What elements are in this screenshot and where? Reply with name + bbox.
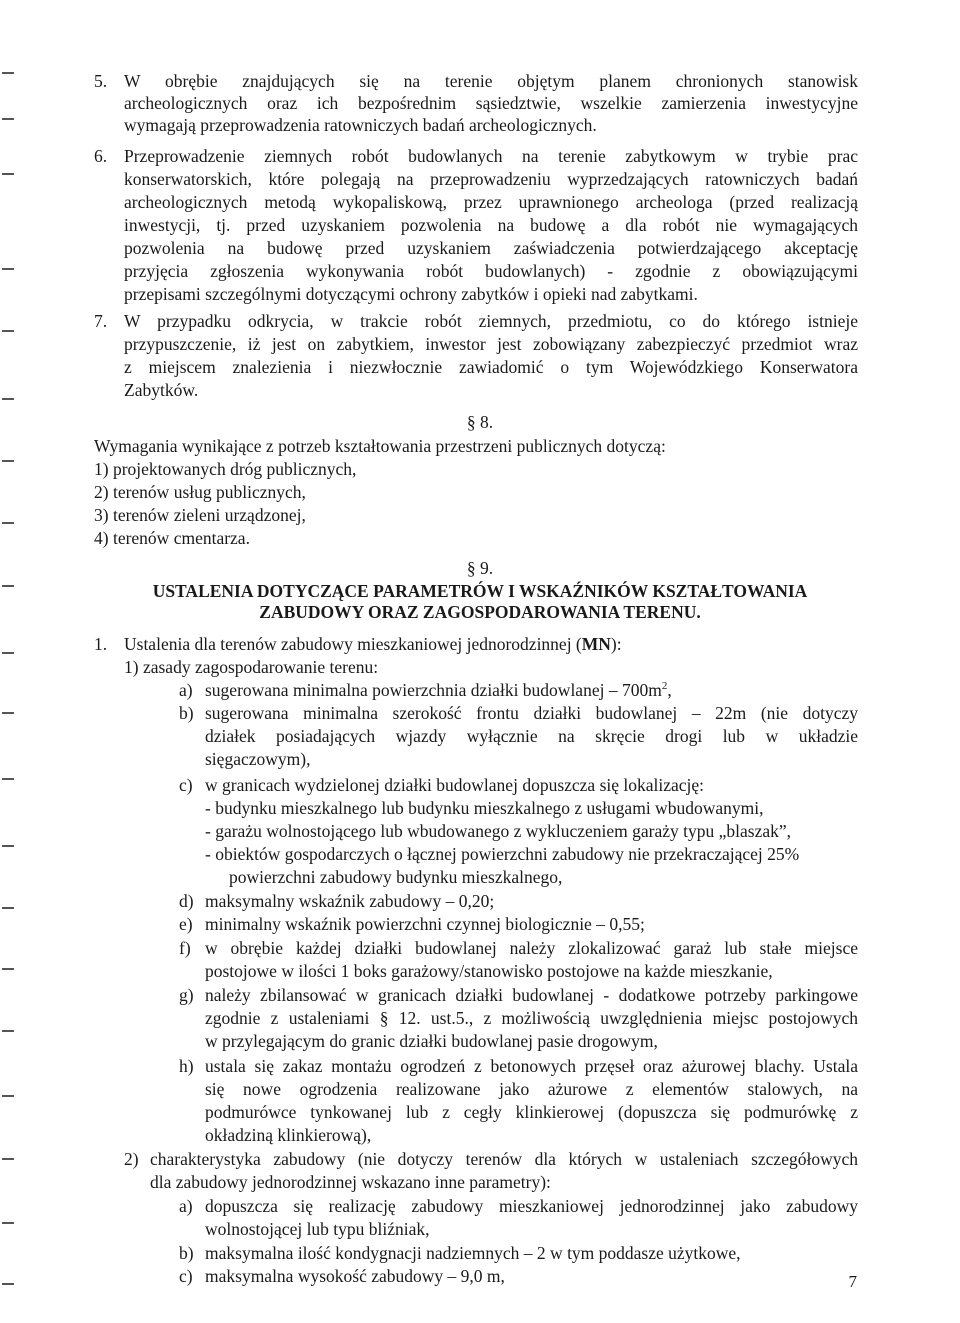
item-number: 1. xyxy=(94,634,108,654)
text-line: podmurówce tynkowanej lub z cegły klinkierowej (dopuszcza się podmurówkę z xyxy=(205,1102,858,1122)
text-line: wolnostojącej lub typu bliźniak, xyxy=(205,1219,430,1239)
section-intro: Wymagania wynikające z potrzeb kształtowania przestrzeni publicznych dotyczą: xyxy=(94,436,666,456)
item-label: c) xyxy=(179,1266,193,1286)
text-line: charakterystyka zabudowy (nie dotyczy terenów dla których w ustaleniach szczegółowych xyxy=(150,1149,858,1169)
scan-edge-mark xyxy=(2,778,14,780)
text-line: konserwatorskich, które polegają na przeprowadzeniu wyprzedzających ratowniczych badań xyxy=(124,169,858,189)
text-line: się nowe ogrodzenia realizowane jako ażurowe z elementów stalowych, na xyxy=(205,1079,858,1099)
scan-edge-mark xyxy=(2,712,14,714)
scan-edge-mark xyxy=(2,968,14,970)
text-line: w przylegającym do granic działki budowlanej pasie drogowym, xyxy=(205,1031,658,1051)
text-line: zgodnie z ustaleniami § 12. ust.5., z możliwością uwzględnienia miejsc postojowych xyxy=(205,1008,858,1028)
item-label: a) xyxy=(179,1196,193,1216)
scan-edge-mark xyxy=(2,845,14,847)
text-line: należy zbilansować w granicach działki budowlanej - dodatkowe potrzeby parkingowe xyxy=(205,985,858,1005)
item-label: b) xyxy=(179,1243,194,1263)
text-line: wymagają przeprowadzenia ratowniczych badań archeologicznych. xyxy=(124,115,597,135)
section-title: ZABUDOWY ORAZ ZAGOSPODAROWANIA TERENU. xyxy=(259,602,701,622)
text-line xyxy=(124,633,622,656)
text-span: sugerowana minimalna powierzchnia działki budowlanej – 700m xyxy=(205,680,662,700)
scan-edge-mark xyxy=(2,1222,14,1224)
text-line: powierzchni zabudowy budynku mieszkalnego, xyxy=(229,867,563,887)
text-line: maksymalna wysokość zabudowy – 9,0 m, xyxy=(205,1266,505,1286)
text-line: działek posiadających wjazdy wyłącznie na skręcie drogi lub w układzie xyxy=(205,726,858,746)
text-line: inwestycji, tj. przed uzyskaniem pozwolenia na budowę a dla robót nie wymagających xyxy=(124,215,858,235)
scan-edge-mark xyxy=(2,652,14,654)
scan-edge-mark xyxy=(2,460,14,462)
subsection-line: 1) zasady zagospodarowanie terenu: xyxy=(124,657,379,677)
text-span: ): xyxy=(610,634,622,654)
item-label: c) xyxy=(179,775,193,795)
text-line: w granicach wydzielonej działki budowlanej dopuszcza się lokalizację: xyxy=(205,775,705,795)
text-line: archeologicznych oraz ich bezpośrednim sąsiedztwie, wszelkie zamierzenia inwestycyjne xyxy=(124,93,858,113)
text-line: sugerowana minimalna szerokość frontu działki budowlanej – 22m (nie dotyczy xyxy=(205,703,858,723)
text-line: przypuszczenie, iż jest on zabytkiem, inwestor jest zobowiązany zabezpieczyć przedmiot wraz xyxy=(124,334,858,354)
scan-edge-mark xyxy=(2,1030,14,1032)
text-line: przyjęcia zgłoszenia wykonywania robót budowlanych) - zgodnie z obowiązującymi xyxy=(124,261,858,281)
list-item: 2) terenów usług publicznych, xyxy=(94,482,306,502)
text-line: z miejscem znalezienia i niezwłocznie zawiadomić o tym Wojewódzkiego Konserwatora xyxy=(124,357,858,377)
section-title: USTALENIA DOTYCZĄCE PARAMETRÓW I WSKAŹNIKÓW KSZTAŁTOWANIA xyxy=(152,581,808,601)
text-line: W przypadku odkrycia, w trakcie robót ziemnych, przedmiotu, co do którego istnieje xyxy=(124,311,858,331)
scan-edge-mark xyxy=(2,173,14,175)
scan-edge-mark xyxy=(2,268,14,270)
item-number: 7. xyxy=(94,311,108,331)
text-line: minimalny wskaźnik powierzchni czynnej biologicznie – 0,55; xyxy=(205,914,645,934)
item-label: d) xyxy=(179,891,194,911)
list-item: 4) terenów cmentarza. xyxy=(94,528,250,548)
list-item: 1) projektowanych dróg publicznych, xyxy=(94,459,357,479)
text-span: , xyxy=(667,680,672,700)
list-item: 3) terenów zieleni urządzonej, xyxy=(94,505,306,525)
text-line xyxy=(205,679,672,702)
text-line: ustala się zakaz montażu ogrodzeń z betonowych przęseł oraz ażurowej blachy. Ustala xyxy=(205,1056,858,1076)
text-line: pozwolenia na budowę przed uzyskaniem zaświadczenia potwierdzającego akceptację xyxy=(124,238,858,258)
scan-edge-mark xyxy=(2,522,14,524)
item-label: a) xyxy=(179,680,193,700)
item-label: b) xyxy=(179,703,194,723)
text-line: - garażu wolnostojącego lub wbudowanego z wykluczeniem garaży typu „blaszak”, xyxy=(205,821,792,841)
text-line: postojowe w ilości 1 boks garażowy/stanowisko postojowe na każde mieszkanie, xyxy=(205,961,773,981)
superscript: 2 xyxy=(661,680,668,693)
section-heading: § 8. xyxy=(466,412,494,432)
scan-edge-mark xyxy=(2,1095,14,1097)
scan-edge-mark xyxy=(2,1158,14,1160)
scan-edge-mark xyxy=(2,118,14,120)
subsection-label: 2) xyxy=(124,1149,139,1169)
scan-edge-mark xyxy=(2,72,14,74)
zone-symbol: MN xyxy=(581,634,611,654)
text-line: archeologicznych metodą wykopaliskową, przez uprawnionego archeologa (przed realizacją xyxy=(124,192,858,212)
item-label: h) xyxy=(179,1056,194,1076)
text-line: maksymalny wskaźnik zabudowy – 0,20; xyxy=(205,891,495,911)
item-label: e) xyxy=(179,914,193,934)
text-line: - obiektów gospodarczych o łącznej powierzchni zabudowy nie przekraczającej 25% xyxy=(205,844,800,864)
item-label: f) xyxy=(179,938,191,958)
text-line: - budynku mieszkalnego lub budynku mieszkalnego z usługami wbudowanymi, xyxy=(205,798,764,818)
page-number: 7 xyxy=(848,1272,857,1291)
section-heading: § 9. xyxy=(466,558,494,578)
text-line: przepisami szczególnymi dotyczącymi ochrony zabytków i opieki nad zabytkami. xyxy=(124,284,698,304)
scan-edge-mark xyxy=(2,1283,14,1285)
text-line: maksymalna ilość kondygnacji nadziemnych – 2 w tym poddasze użytkowe, xyxy=(205,1243,741,1263)
item-label: g) xyxy=(179,985,194,1005)
text-line: w obrębie każdej działki budowlanej należy zlokalizować garaż lub stałe miejsce xyxy=(205,938,858,958)
scan-edge-mark xyxy=(2,330,14,332)
scan-edge-mark xyxy=(2,398,14,400)
scan-edge-mark xyxy=(2,907,14,909)
text-line: W obrębie znajdujących się na terenie objętym planem chronionych stanowisk xyxy=(124,71,858,91)
text-line: dla zabudowy jednorodzinnej wskazano inne parametry): xyxy=(150,1172,551,1192)
item-number: 6. xyxy=(94,146,108,166)
text-line: Zabytków. xyxy=(124,380,199,400)
text-line: dopuszcza się realizację zabudowy mieszkaniowej jednorodzinnej jako zabudowy xyxy=(205,1196,858,1216)
item-number: 5. xyxy=(94,71,108,91)
text-line: okładziną klinkierową), xyxy=(205,1125,372,1145)
text-line: sięgaczowym), xyxy=(205,749,311,769)
text-span: Ustalenia dla terenów zabudowy mieszkaniowej jednorodzinnej ( xyxy=(124,634,582,654)
text-line: Przeprowadzenie ziemnych robót budowlanych na terenie zabytkowym w trybie prac xyxy=(124,146,858,166)
